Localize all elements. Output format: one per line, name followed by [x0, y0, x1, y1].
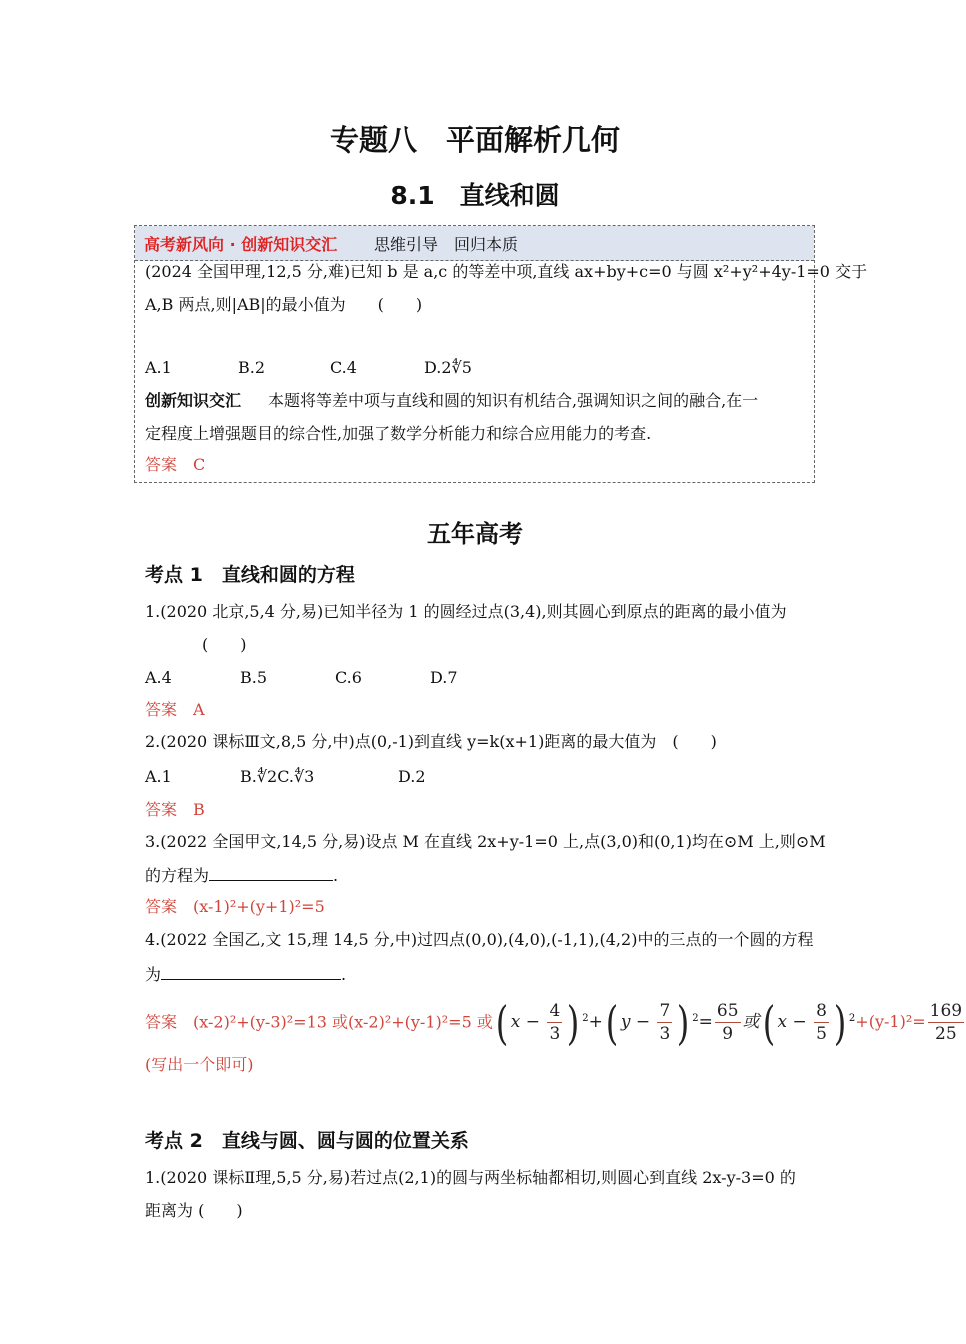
k1-q2-option-a: A.1 — [145, 767, 172, 786]
intro-option-c: C.4 — [330, 358, 357, 377]
k1-q4-line1: 4.(2022 全国乙,文 15,理 14,5 分,中)过四点(0,0),(4,0),(-1,1),(4,2)中的三点的一个圆的方程 — [145, 930, 814, 949]
k1-q3-line2-wrap: 的方程为 . — [145, 866, 339, 885]
k1-q1-option-a: A.4 — [145, 668, 172, 687]
fraction: $\frac{4}{3}$ — [549, 1001, 561, 1044]
k1-q3-answer: 答案 (x-1)²+(y+1)²=5 — [145, 897, 325, 916]
k1-q3-line2: 的方程为 — [145, 866, 210, 885]
intro-option-b: B.2 — [238, 358, 266, 377]
k2-q1-line1: 1.(2020 课标Ⅱ理,5,5 分,易)若过点(2,1)的圆与两坐标轴都相切,则圆心到直线 2x-y-3=0 的 — [145, 1168, 796, 1187]
fraction: $\frac{8}{5}$ — [816, 1001, 827, 1044]
kaodian2-title: 考点 2 直线与圆、圆与圆的位置关系 — [145, 1130, 469, 1152]
k2-q1-line2: 距离为 ( ) — [145, 1201, 243, 1220]
k1-q1-option-b: B.5 — [240, 668, 268, 687]
k1-q1-option-c: C.6 — [335, 668, 362, 687]
intro-answer: 答案 C — [145, 455, 206, 474]
innovation-label: 创新知识交汇 — [145, 391, 242, 410]
intro-question-line2: A,B 两点,则|AB|的最小值为 ( ) — [145, 295, 423, 314]
innovation-text-line2: 定程度上增强题目的综合性,加强了数学分析能力和综合应用能力的考查. — [145, 424, 652, 443]
k1-q1-line1: 1.(2020 北京,5,4 分,易)已知半径为 1 的圆经过点(3,4),则其圆心到原点的距离的最小值为 — [145, 602, 787, 621]
intro-box-red-label: 高考新风向 · 创新知识交汇 — [144, 235, 338, 254]
section-title: 8.1 直线和圆 — [390, 181, 560, 210]
intro-box-dark-label: 思维引导 回归本质 — [374, 235, 519, 254]
intro-question-line1: (2024 全国甲理,12,5 分,难)已知 b 是 a,c 的等差中项,直线 ax+by+c=0 与圆 x²+y²+4y-1=0 交于 — [145, 262, 868, 281]
k1-q2-answer: 答案 B — [145, 800, 205, 819]
k1-q3-line1: 3.(2022 全国甲文,14,5 分,易)设点 M 在直线 2x+y-1=0 上,点(3,0)和(0,1)均在⊙M 上,则⊙M — [145, 832, 826, 851]
k1-q4-line2: 为 — [145, 965, 162, 984]
k1-q3-blank — [209, 864, 333, 881]
five-year-heading: 五年高考 — [427, 520, 523, 548]
k1-q1-option-d: D.7 — [430, 668, 458, 687]
k1-q2-line: 2.(2020 课标Ⅲ文,8,5 分,中)点(0,-1)到直线 y=k(x+1)距离的最大值为 ( ) — [145, 732, 717, 751]
intro-option-a: A.1 — [145, 358, 172, 377]
intro-option-d: D.2∜5 — [424, 358, 472, 377]
k1-q2-option-d: D.2 — [398, 767, 426, 786]
fraction: $\frac{169}{25}$ — [929, 1001, 963, 1044]
k1-q4-note: (写出一个即可) — [145, 1055, 254, 1074]
k1-q4-blank — [161, 963, 341, 980]
k1-q2-option-bc: B.∜2C.∜3 — [240, 767, 315, 786]
fraction: $\frac{65}{9}$ — [716, 1001, 739, 1044]
intro-box-header — [135, 226, 814, 261]
fraction: $\frac{7}{3}$ — [659, 1001, 671, 1044]
chapter-title: 专题八 平面解析几何 — [329, 123, 620, 157]
k1-q4-line2-wrap: 为 . — [145, 965, 347, 984]
k1-q1-line2: ( ) — [202, 635, 247, 654]
kaodian1-title: 考点 1 直线和圆的方程 — [145, 564, 355, 586]
k1-q4-answer: 答案 (x-2)²+(y-3)²=13 或(x-2)²+(y-1)²=5 或( x − $\frac{4}{3}$ ) $^2$+( y − $\frac{7}{3}$ ) $^2$= $\frac{65}{9}$ 或( x − $\frac{8}{5}$ ) $^2$+(y-1)²= $\frac{169}{25}$ — [145, 995, 963, 1050]
innovation-text-line1: 本题将等差中项与直线和圆的知识有机结合,强调知识之间的融合,在一 — [268, 391, 759, 410]
k1-q4-answer-prefix: 答案 (x-2)²+(y-3)²=13 或(x-2)²+(y-1)²=5 或 — [145, 1012, 493, 1032]
k1-q1-answer: 答案 A — [145, 700, 205, 719]
